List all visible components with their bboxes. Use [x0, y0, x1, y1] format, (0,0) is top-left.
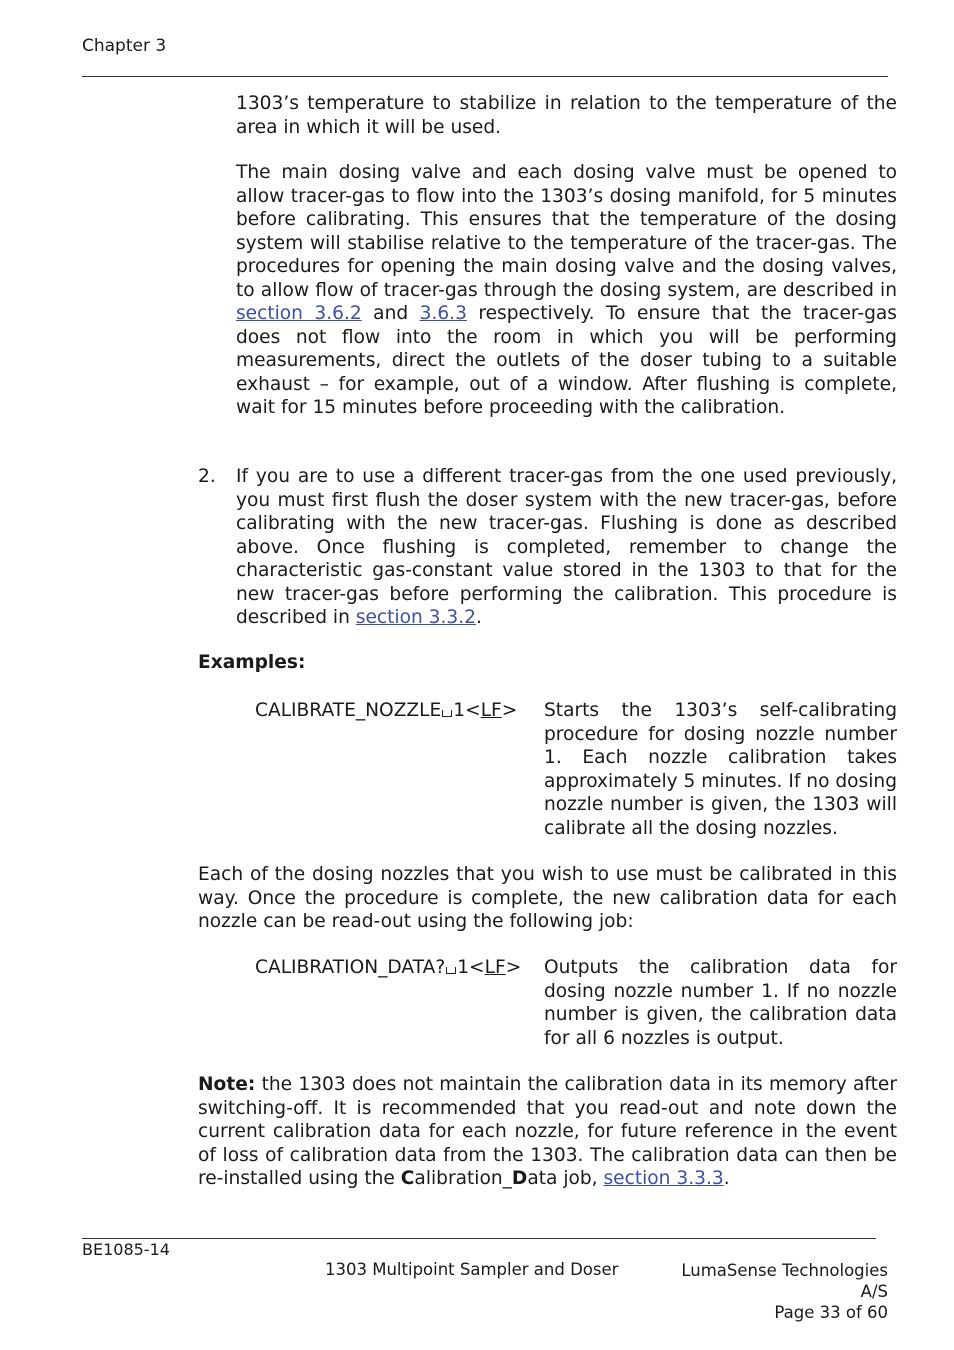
- command-end: >: [505, 957, 522, 978]
- link-section-3-3-2[interactable]: section 3.3.2: [355, 607, 476, 628]
- command-argument: 1<: [457, 957, 485, 978]
- space-symbol-icon: [442, 710, 452, 717]
- link-section-3-6-2[interactable]: section 3.6.2: [236, 303, 362, 324]
- paragraph-temperature: 1303’s temperature to stabilize in relation to the temperature of the area in which it will be used.: [236, 93, 897, 138]
- footer-company: LumaSense Technologies A/S: [681, 1261, 888, 1301]
- footer-product: 1303 Multipoint Sampler and Doser: [325, 1260, 619, 1279]
- examples-heading: Examples:: [198, 652, 306, 673]
- command-name: CALIBRATION_DATA?: [255, 957, 446, 978]
- line-feed-label: LF: [480, 700, 502, 721]
- command-name: CALIBRATE_NOZZLE: [255, 700, 442, 721]
- link-section-3-3-3[interactable]: section 3.3.3: [603, 1168, 724, 1189]
- paragraph-text: .: [475, 607, 482, 628]
- space-symbol-icon: [446, 967, 456, 974]
- footer-page-number: Page 33 of 60: [774, 1303, 888, 1322]
- bold-letter: D: [511, 1168, 528, 1189]
- paragraph-text: and: [361, 303, 420, 324]
- paragraph-dosing-valves: [236, 161, 897, 420]
- example1-command: [255, 699, 517, 723]
- line-feed-label: LF: [484, 957, 506, 978]
- command-argument: 1<: [453, 700, 481, 721]
- command-end: >: [501, 700, 518, 721]
- note-paragraph: [198, 1073, 897, 1191]
- paragraph-text: If you are to use a different tracer-gas from the one used previously, you must first flush the doser system with the new tracer-gas, before calibrating with the new tracer-gas. Flushing is done as described above. Once flushing is completed, remember to change the characteristic gas-constant value stored in the 1303 to that for the new tracer-gas before performing the calibration. This procedure is described in: [236, 466, 897, 628]
- example2-command: [255, 956, 521, 980]
- list-number-2: 2.: [198, 466, 216, 487]
- paragraph-text: .: [723, 1168, 730, 1189]
- paragraph-calibrate-nozzles: Each of the dosing nozzles that you wish to use must be calibrated in this way. Once the procedure is complete, the new calibration data for each nozzle can be read-out using the following job:: [198, 864, 897, 932]
- example2-description: Outputs the calibration data for dosing nozzle number 1. If no nozzle number is given, the calibration data for all 6 nozzles is output.: [544, 957, 897, 1049]
- paragraph-text: The main dosing valve and each dosing valve must be opened to allow tracer-gas to flow into the 1303’s dosing manifold, for 5 minutes before calibrating. This ensures that the temperature of the dosing system will stabilise relative to the temperature of the tracer-gas. The procedures for opening the main dosing valve and the dosing valves, to allow flow of tracer-gas through the dosing system, are described in: [236, 162, 897, 301]
- paragraph-text: alibration_: [414, 1168, 512, 1189]
- header-divider: [82, 76, 888, 77]
- paragraph-text: the 1303 does not maintain the calibration data in its memory after switching-off. It is recommended that you read-out and note down the current calibration data for each nozzle, for future reference in the event of loss of calibration data from the 1303. The calibration data can then be re-installed using the: [198, 1074, 897, 1189]
- note-label: Note:: [198, 1074, 256, 1095]
- footer-right: [650, 1260, 888, 1323]
- link-section-3-6-3[interactable]: 3.6.3: [419, 303, 467, 324]
- list-item-2: [236, 465, 897, 630]
- bold-letter: C: [400, 1168, 415, 1189]
- paragraph-text: respectively. To ensure that the tracer-gas does not flow into the room in which you will be performing measurements, direct the outlets of the doser tubing to a suitable exhaust – for example, out of a window. After flushing is complete, wait for 15 minutes before proceeding with the calibration.: [236, 303, 897, 418]
- footer-doc-id: BE1085-14: [82, 1240, 170, 1259]
- chapter-header: Chapter 3: [82, 36, 167, 56]
- paragraph-text: ata job,: [527, 1168, 604, 1189]
- footer-divider: [82, 1238, 876, 1239]
- example1-description: Starts the 1303’s self-calibrating procedure for dosing nozzle number 1. Each nozzle calibration takes approximately 5 minutes. If no dosing nozzle number is given, the 1303 will calibrate all the dosing nozzles.: [544, 700, 897, 839]
